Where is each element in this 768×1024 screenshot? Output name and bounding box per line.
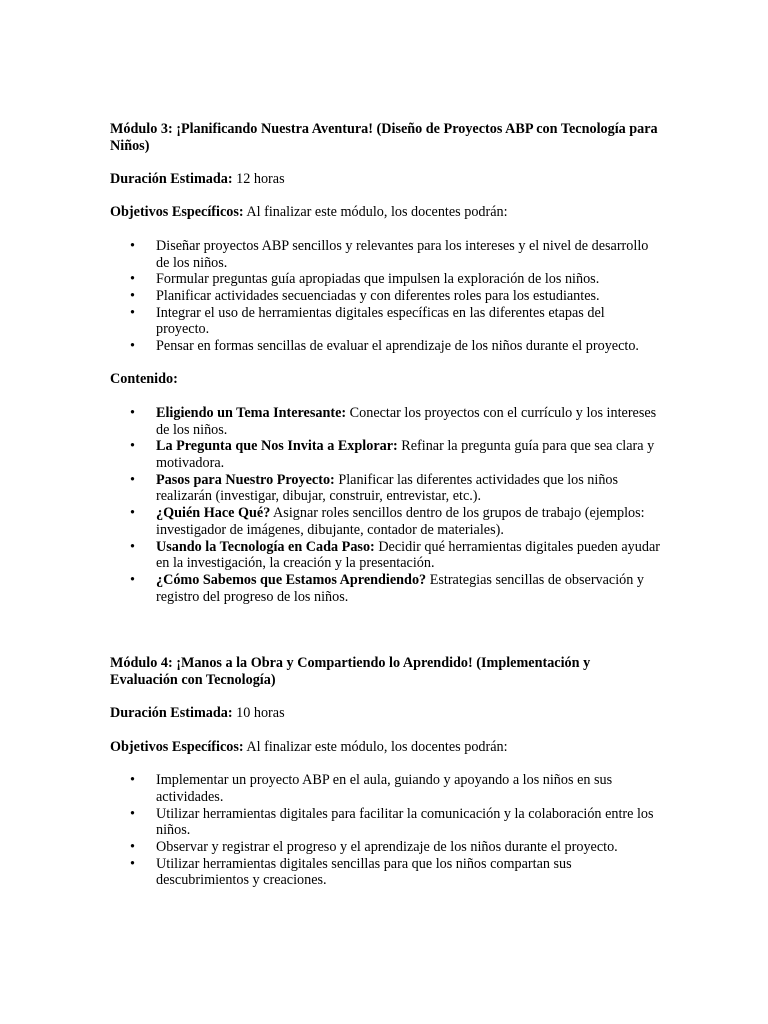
list-item — [110, 305, 660, 338]
list-item — [110, 338, 660, 355]
list-item-text: Utilizar herramientas digitales para facilitar la comunicación y la colaboración entre los niños. — [156, 805, 654, 839]
objectives-label: Objetivos Específicos: — [110, 738, 244, 755]
list-item-text: Formular preguntas guía apropiadas que impulsen la exploración de los niños. — [156, 271, 600, 288]
objectives-intro: Al finalizar este módulo, los docentes podrán: — [243, 738, 508, 755]
content-text: Asignar roles sencillos dentro de los grupos de trabajo (ejemplos: investigador de imágenes, dibujante, contador de materiales). — [156, 505, 645, 538]
list-item — [110, 839, 660, 856]
module-4-objectives-list — [110, 772, 660, 889]
module-3-title: Módulo 3: ¡Planificando Nuestra Aventura! (Diseño de Proyectos ABP con Tecnología para Niños) — [110, 121, 658, 154]
module-3-section — [110, 121, 660, 605]
bullet-icon: • — [130, 839, 135, 855]
duration-value: 10 horas — [232, 705, 285, 722]
bullet-icon: • — [130, 538, 135, 555]
bullet-icon: • — [130, 237, 135, 254]
content-text: Refinar la pregunta guía para que sea clara y motivadora. — [156, 438, 655, 471]
list-item — [110, 572, 660, 605]
module-4-title: Módulo 4: ¡Manos a la Obra y Compartiendo lo Aprendido! (Implementación y Evaluación con Tecnología) — [110, 655, 591, 689]
module-4-section — [110, 655, 660, 889]
objectives-label: Objetivos Específicos: — [110, 204, 244, 221]
content-term: Usando la Tecnología en Cada Paso: — [156, 538, 375, 555]
list-item — [110, 271, 660, 288]
list-item-text: Integrar el uso de herramientas digitales específicas en las diferentes etapas del proyecto. — [156, 304, 605, 338]
list-item-text: Observar y registrar el progreso y el aprendizaje de los niños durante el proyecto. — [156, 839, 618, 855]
list-item — [110, 472, 660, 505]
duration-label: Duración Estimada: — [110, 705, 233, 722]
document-page — [110, 121, 660, 889]
list-item-text: Diseñar proyectos ABP sencillos y relevantes para los intereses y el nivel de desarrollo de los niños. — [156, 237, 649, 271]
list-item — [110, 438, 660, 471]
bullet-icon: • — [130, 438, 135, 455]
objectives-intro: Al finalizar este módulo, los docentes podrán: — [243, 204, 508, 221]
content-text: Planificar las diferentes actividades que los niños realizarán (investigar, dibujar, construir, entrevistar, etc.). — [156, 471, 619, 505]
bullet-icon: • — [130, 471, 135, 488]
bullet-icon: • — [130, 855, 135, 872]
content-term: Eligiendo un Tema Interesante: — [156, 404, 347, 421]
list-item — [110, 772, 660, 805]
list-item-text: Planificar actividades secuenciadas y con diferentes roles para los estudiantes. — [156, 287, 600, 304]
module-3-objectives-heading — [110, 204, 660, 221]
duration-label: Duración Estimada: — [110, 171, 233, 188]
module-3-content-list — [110, 405, 660, 605]
bullet-icon: • — [130, 571, 135, 588]
list-item — [110, 405, 660, 438]
list-item-text: Pensar en formas sencillas de evaluar el aprendizaje de los niños durante el proyecto. — [156, 338, 639, 355]
duration-value: 12 horas — [232, 171, 285, 188]
content-term: ¿Cómo Sabemos que Estamos Aprendiendo? — [156, 571, 427, 588]
module-4-objectives-heading — [110, 739, 660, 756]
list-item-text: Utilizar herramientas digitales sencillas para que los niños compartan sus descubrimientos y creaciones. — [156, 855, 572, 889]
bullet-icon: • — [130, 271, 135, 288]
content-text: Decidir qué herramientas digitales pueden ayudar en la investigación, la creación y la presentación. — [156, 538, 660, 572]
content-term: La Pregunta que Nos Invita a Explorar: — [156, 438, 398, 455]
content-text: Estrategias sencillas de observación y registro del progreso de los niños. — [156, 571, 645, 605]
content-term: Pasos para Nuestro Proyecto: — [156, 471, 335, 488]
list-item — [110, 238, 660, 271]
module-3-content-heading: Contenido: — [110, 371, 178, 388]
module-3-objectives-list — [110, 238, 660, 355]
bullet-icon: • — [130, 404, 135, 421]
content-text: Conectar los proyectos con el currículo y los intereses de los niños. — [156, 404, 657, 438]
module-4-duration — [110, 705, 660, 722]
bullet-icon: • — [130, 304, 135, 321]
list-item — [110, 288, 660, 305]
bullet-icon: • — [130, 772, 135, 789]
bullet-icon: • — [130, 805, 135, 822]
content-term: ¿Quién Hace Qué? — [156, 505, 271, 522]
bullet-icon: • — [130, 338, 135, 355]
bullet-icon: • — [130, 287, 135, 304]
list-item — [110, 505, 660, 538]
list-item — [110, 856, 660, 889]
list-item — [110, 539, 660, 572]
list-item-text: Implementar un proyecto ABP en el aula, guiando y apoyando a los niños en sus actividades. — [156, 772, 613, 805]
bullet-icon: • — [130, 505, 135, 522]
list-item — [110, 806, 660, 839]
module-3-duration — [110, 171, 660, 188]
